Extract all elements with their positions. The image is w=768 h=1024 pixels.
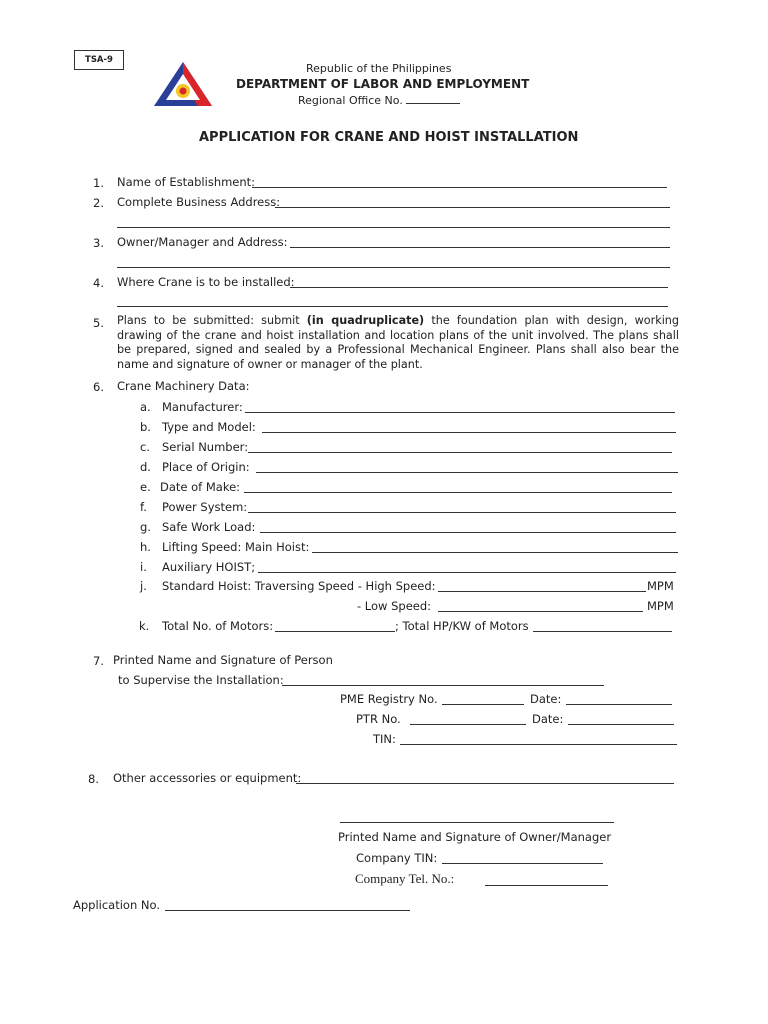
plans-text-a: Plans to be submitted: submit — [117, 314, 307, 327]
dole-logo — [152, 60, 214, 110]
plans-text-b: the foundation plan with design, working drawing of the crane and hoist installation and location plans of the unit involved. The plans shall be prepared, signed and sealed by a Professional Mechanical Engineer. Plans shall also bear the name and signature of owner or manager of the plant. — [117, 314, 679, 371]
machinery-field[interactable] — [256, 472, 678, 473]
tin-field[interactable] — [400, 744, 677, 745]
machinery-field[interactable] — [245, 412, 675, 413]
item-7-number: 7. — [93, 654, 104, 668]
machinery-label: Place of Origin: — [162, 460, 250, 474]
machinery-letter: g. — [140, 520, 151, 534]
machinery-label: Power System: — [162, 500, 248, 514]
supervisor-label: Printed Name and Signature of Person — [113, 653, 333, 667]
item-3-number: 3. — [93, 236, 104, 250]
regional-office-field[interactable] — [406, 92, 460, 104]
republic-heading: Republic of the Philippines — [306, 62, 452, 75]
owner-signature-field[interactable] — [340, 822, 614, 823]
ptr-field[interactable] — [410, 724, 526, 725]
machinery-label: Standard Hoist: Traversing Speed - High Speed: — [162, 579, 436, 593]
plans-quadruplicate: (in quadruplicate) — [306, 314, 425, 327]
form-title: APPLICATION FOR CRANE AND HOIST INSTALLATION — [199, 130, 579, 145]
regional-office-label: Regional Office No. — [298, 94, 403, 107]
machinery-unit: MPM — [647, 579, 674, 593]
company-tin-label: Company TIN: — [356, 851, 438, 865]
machinery-letter: k. — [139, 619, 150, 633]
regional-office-line — [298, 92, 460, 107]
machinery-letter: i. — [140, 560, 147, 574]
item-8-number: 8. — [88, 772, 99, 786]
machinery-field[interactable] — [312, 552, 678, 553]
machinery-unit: MPM — [647, 599, 674, 613]
form-code-badge: TSA-9 — [74, 50, 124, 70]
machinery-label: Lifting Speed: Main Hoist: — [162, 540, 310, 554]
plans-paragraph — [117, 314, 679, 372]
accessories-label: Other accessories or equipment: — [113, 771, 302, 785]
machinery-letter: e. — [140, 480, 151, 494]
application-no-label: Application No. — [73, 898, 161, 912]
business-address-field[interactable] — [275, 207, 670, 208]
pme-date-field[interactable] — [566, 704, 672, 705]
item-6-number: 6. — [93, 380, 104, 394]
owner-address-field[interactable] — [290, 247, 670, 248]
crane-location-field-2[interactable] — [117, 306, 668, 307]
item-5-number: 5. — [93, 316, 104, 330]
company-tel-label: Company Tel. No.: — [355, 871, 455, 886]
establishment-field[interactable] — [252, 187, 667, 188]
machinery-letter: a. — [140, 400, 151, 414]
machinery-field[interactable] — [248, 512, 676, 513]
item-4-number: 4. — [93, 276, 104, 290]
owner-address-field-2[interactable] — [117, 267, 670, 268]
business-address-label: Complete Business Address: — [117, 195, 281, 209]
machinery-field[interactable] — [275, 631, 395, 632]
machinery-label: Type and Model: — [162, 420, 256, 434]
pme-registry-field[interactable] — [442, 704, 524, 705]
company-tel-field[interactable] — [485, 885, 608, 886]
machinery-field[interactable] — [438, 591, 646, 592]
machinery-label-2: ; Total HP/KW of Motors — [395, 619, 529, 633]
item-1-number: 1. — [93, 176, 104, 190]
machinery-label: Manufacturer: — [162, 400, 243, 414]
owner-address-label: Owner/Manager and Address: — [117, 235, 288, 249]
machinery-field[interactable] — [438, 611, 643, 612]
machinery-label: Serial Number: — [162, 440, 249, 454]
application-no-field[interactable] — [165, 910, 410, 911]
machinery-letter: b. — [140, 420, 151, 434]
establishment-label: Name of Establishment: — [117, 175, 256, 189]
machinery-field[interactable] — [248, 452, 672, 453]
machinery-label: Auxiliary HOIST; — [162, 560, 256, 574]
ptr-date-field[interactable] — [568, 724, 674, 725]
machinery-data-label: Crane Machinery Data: — [117, 379, 250, 393]
ptr-date-label: Date: — [532, 712, 564, 726]
machinery-field[interactable] — [262, 432, 676, 433]
machinery-field[interactable] — [260, 532, 676, 533]
machinery-label: - Low Speed: — [357, 599, 432, 613]
machinery-label: Safe Work Load: — [162, 520, 256, 534]
ptr-label: PTR No. — [356, 712, 401, 726]
machinery-label: Date of Make: — [160, 480, 241, 494]
crane-location-field[interactable] — [290, 287, 668, 288]
owner-signature-label: Printed Name and Signature of Owner/Manager — [338, 830, 612, 844]
supervisor-field[interactable] — [282, 685, 604, 686]
accessories-field[interactable] — [296, 783, 674, 784]
machinery-label: Total No. of Motors: — [162, 619, 274, 633]
crane-location-label: Where Crane is to be installed: — [117, 275, 295, 289]
machinery-field-2[interactable] — [533, 631, 672, 632]
company-tin-field[interactable] — [442, 863, 603, 864]
tin-label: TIN: — [373, 732, 396, 746]
machinery-letter: c. — [140, 440, 150, 454]
machinery-letter: f. — [140, 500, 147, 514]
item-2-number: 2. — [93, 196, 104, 210]
pme-registry-label: PME Registry No. — [340, 692, 438, 706]
department-heading: DEPARTMENT OF LABOR AND EMPLOYMENT — [236, 77, 530, 91]
business-address-field-2[interactable] — [117, 227, 670, 228]
supervisor-label-2: to Supervise the Installation: — [118, 673, 284, 687]
machinery-field[interactable] — [258, 572, 676, 573]
pme-date-label: Date: — [530, 692, 562, 706]
machinery-letter: j. — [140, 579, 147, 593]
machinery-field[interactable] — [244, 492, 672, 493]
machinery-letter: d. — [140, 460, 151, 474]
machinery-letter: h. — [140, 540, 151, 554]
